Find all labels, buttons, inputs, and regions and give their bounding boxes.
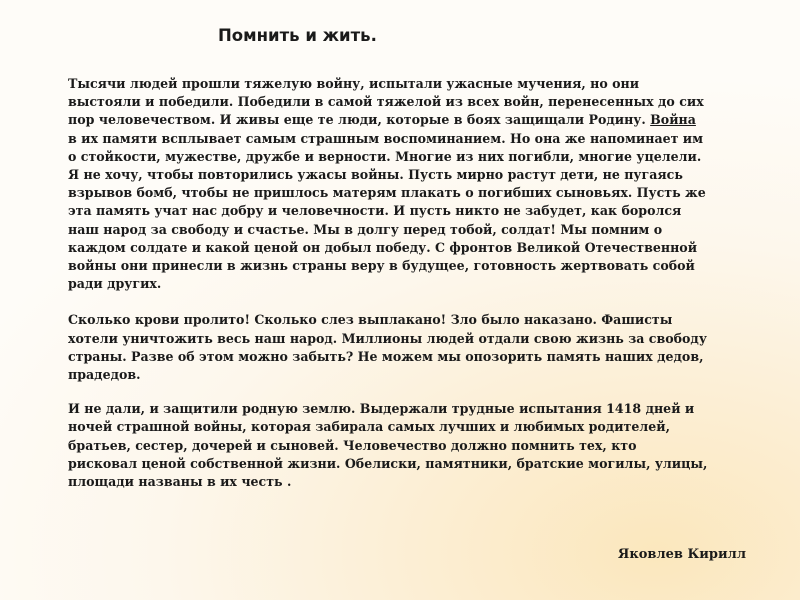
document-title: Помнить и жить. <box>218 26 377 45</box>
essay-body <box>68 75 708 491</box>
paragraph-2: Я не хочу, чтобы повторились ужасы войны. Пусть мирно растут дети, не пугаясь взрывов бомб, чтобы не пришлось матерям плакать о погибших сыновьях. Пусть же эта память учат нас добру и человечности. И пусть никто не забудет, как боролся наш народ за свободу и счастье. Мы в долгу перед тобой, солдат! Мы помним о каждом солдате и какой ценой он добыл победу. С фронтов Великой Отечественной войны они принесли в жизнь страны веру в будущее, готовность жертвовать собой ради других. <box>68 167 706 292</box>
paragraph-1-part-3: в их памяти всплывает самым страшным воспоминанием. Но она же напоминает им о стойкости, мужестве, дружбе и верности. Многие из них погибли, многие уцелели. <box>68 130 704 164</box>
underlined-word: Война <box>650 112 696 128</box>
paragraph-1 <box>68 75 708 166</box>
paragraph-1-part-1: Тысячи людей прошли тяжелую войну, испытали ужасные мучения, но они выстояли и победили. Победили в самой тяжелой из всех войн, перенесенных до сих пор человечеством. И живы еще те люди, которые в боях защищали Родину. <box>68 76 704 128</box>
author-signature: Яковлев Кирилл <box>617 547 746 562</box>
paragraph-4: И не дали, и защитили родную землю. Выдержали трудные испытания 1418 дней и ночей страшной войны, которая забирала самых лучших и любимых родителей, братьев, сестер, дочерей и сыновей. Человечество должно помнить тех, кто рисковал ценой собственной жизни. Обелиски, памятники, братские могилы, улицы, площади названы в их честь . <box>68 401 708 490</box>
paragraph-3: Сколько крови пролито! Сколько слез выплакано! Зло было наказано. Фашисты хотели уничтожить весь наш народ. Миллионы людей отдали свою жизнь за свободу страны. Разве об этом можно забыть? Не можем мы опозорить память наших дедов, прадедов. <box>68 312 707 383</box>
